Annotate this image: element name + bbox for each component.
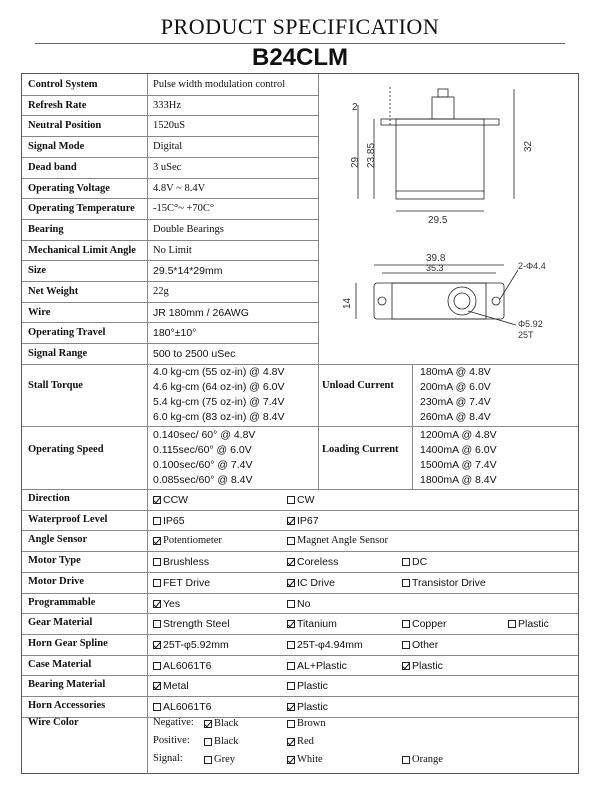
choice-label: Brown (297, 718, 326, 729)
choice-label: Other (412, 638, 439, 651)
divider (22, 572, 578, 573)
option-label: Waterproof Level (28, 513, 108, 525)
option-choice[interactable] (402, 618, 446, 630)
checkbox-icon[interactable] (153, 517, 161, 525)
output-gear-outline (448, 287, 476, 315)
option-label: Case Material (28, 658, 92, 670)
checkbox-icon[interactable] (287, 720, 295, 728)
loading-current-value: 1800mA @ 8.4V (420, 474, 497, 486)
option-choice[interactable] (153, 535, 222, 546)
option-label: Bearing Material (28, 679, 106, 691)
checkbox-icon[interactable] (402, 641, 410, 649)
option-label: Programmable (28, 596, 96, 608)
option-choice[interactable] (287, 515, 319, 527)
unload-current-label: Unload Current (322, 380, 394, 391)
spec-value: -15C°~ +70C° (153, 203, 215, 215)
choice-label: Black (214, 736, 239, 747)
option-choice[interactable] (153, 577, 210, 589)
option-choice[interactable] (402, 639, 438, 651)
choice-label: AL6061T6 (163, 659, 212, 672)
choice-label: Orange (412, 754, 443, 765)
checked-checkbox-icon[interactable] (287, 558, 295, 566)
checked-checkbox-icon[interactable] (204, 720, 212, 728)
spec-label: Signal Range (28, 348, 88, 360)
dim-label: 23.85 (366, 142, 377, 168)
mount-hole (378, 297, 386, 305)
checkbox-icon[interactable] (153, 579, 161, 587)
option-choice[interactable] (153, 494, 188, 506)
spec-value: 180°±10° (153, 327, 197, 340)
operating-speed-value: 0.115sec/60° @ 6.0V (153, 444, 252, 456)
choice-label: Plastic (297, 680, 328, 693)
checkbox-icon[interactable] (402, 756, 410, 764)
spec-label: Dead band (28, 161, 77, 173)
choice-label: Copper (412, 618, 447, 631)
spec-label: Neutral Position (28, 120, 102, 132)
spec-label: Control System (28, 79, 98, 90)
choice-label: 25T-φ4.94mm (297, 638, 363, 651)
divider (22, 136, 318, 137)
checkbox-icon[interactable] (287, 496, 295, 504)
spec-label: Net Weight (28, 286, 79, 297)
checked-checkbox-icon[interactable] (287, 517, 295, 525)
choice-label: No (297, 597, 311, 610)
spec-value: 4.8V ~ 8.4V (153, 182, 206, 194)
divider (22, 219, 318, 220)
choice-label: Plastic (518, 618, 549, 631)
servo-case-outline (396, 119, 484, 199)
choice-label: Potentiometer (163, 535, 222, 547)
choice-label: Grey (214, 754, 235, 765)
choice-label: IP67 (297, 514, 319, 527)
spec-label: Operating Travel (28, 327, 106, 339)
divider (22, 364, 578, 365)
choice-label: Coreless (297, 556, 339, 569)
spec-value: Pulse width modulation control (153, 79, 286, 90)
unload-current-value: 230mA @ 7.4V (420, 396, 491, 408)
spec-label: Operating Voltage (28, 182, 110, 194)
dim-label: 35.3 (426, 263, 444, 273)
option-choice[interactable] (153, 680, 189, 692)
checked-checkbox-icon[interactable] (402, 662, 410, 670)
wire-choice[interactable] (204, 718, 239, 729)
option-choice[interactable] (287, 556, 338, 568)
spec-label: Mechanical Limit Angle (28, 244, 136, 256)
option-choice[interactable] (153, 598, 180, 610)
stall-torque-label: Stall Torque (28, 380, 83, 391)
divider (22, 281, 318, 282)
divider (22, 634, 578, 635)
divider (22, 426, 578, 427)
option-choice[interactable] (153, 618, 230, 630)
option-choice[interactable] (287, 701, 328, 713)
spec-value: 500 to 2500 uSec (153, 348, 236, 361)
checkbox-icon[interactable] (508, 620, 516, 628)
checkbox-icon[interactable] (402, 579, 410, 587)
choice-label: CW (297, 494, 315, 506)
divider (22, 240, 318, 241)
divider (22, 593, 578, 594)
checked-checkbox-icon[interactable] (153, 537, 161, 545)
spec-value: JR 180mm / 26AWG (153, 306, 249, 319)
divider (22, 198, 318, 199)
top-view-body-outline (392, 283, 486, 319)
choice-label: Titanium (297, 618, 337, 631)
option-label: Gear Material (28, 617, 93, 629)
choice-label: Yes (163, 597, 181, 610)
choice-label: IC Drive (297, 576, 335, 589)
option-label: Horn Gear Spline (28, 637, 108, 649)
option-choice[interactable] (287, 680, 328, 692)
spec-value: 1520uS (153, 120, 186, 132)
divider (22, 613, 578, 614)
operating-speed-value: 0.140sec/ 60° @ 4.8V (153, 429, 256, 441)
choice-label: 25T-φ5.92mm (163, 638, 229, 651)
spec-label: Bearing (28, 223, 64, 235)
checkbox-icon[interactable] (287, 600, 295, 608)
choice-label: DC (412, 556, 428, 569)
checkbox-icon[interactable] (153, 558, 161, 566)
choice-label: Brushless (163, 556, 210, 569)
divider (22, 530, 578, 531)
unload-current-value: 200mA @ 6.0V (420, 381, 491, 393)
operating-speed-value: 0.100sec/60° @ 7.4V (153, 459, 253, 471)
spec-label: Operating Temperature (28, 203, 135, 215)
option-choice[interactable] (287, 494, 315, 506)
spec-value: Double Bearings (153, 223, 224, 235)
wire-choice[interactable] (287, 754, 323, 765)
checkbox-icon[interactable] (402, 558, 410, 566)
checkbox-icon[interactable] (153, 620, 161, 628)
divider (22, 696, 578, 697)
option-choice[interactable] (287, 618, 337, 630)
option-label: Angle Sensor (28, 534, 88, 546)
choice-label: Magnet Angle Sensor (297, 535, 388, 547)
option-choice[interactable] (402, 660, 443, 672)
unload-current-value: 260mA @ 8.4V (420, 411, 491, 423)
checkbox-icon[interactable] (204, 756, 212, 764)
choice-label: Black (214, 718, 239, 729)
operating-speed-label: Operating Speed (28, 444, 104, 455)
divider (22, 655, 578, 656)
option-label: Horn Accessories (28, 700, 106, 711)
wire-choice[interactable] (402, 754, 443, 765)
divider (22, 178, 318, 179)
checked-checkbox-icon[interactable] (153, 641, 161, 649)
checkbox-icon[interactable] (153, 703, 161, 711)
checkbox-icon[interactable] (287, 682, 295, 690)
divider (22, 322, 318, 323)
loading-current-label: Loading Current (322, 444, 399, 455)
spec-value: 22g (153, 286, 169, 297)
stall-torque-value: 6.0 kg-cm (83 oz-in) @ 8.4V (153, 411, 285, 423)
model-name: B24CLM (251, 44, 348, 71)
wire-choice[interactable] (287, 736, 314, 747)
option-choice[interactable] (287, 660, 347, 672)
checkbox-icon[interactable] (287, 641, 295, 649)
option-choice[interactable] (508, 618, 549, 630)
wire-choice[interactable] (204, 754, 235, 765)
spline-outline (454, 293, 470, 309)
spec-value: 3 uSec (153, 161, 182, 173)
option-label: Direction (28, 493, 70, 504)
spec-label: Signal Mode (28, 141, 85, 153)
divider (22, 343, 318, 344)
checked-checkbox-icon[interactable] (153, 496, 161, 504)
option-label: Motor Type (28, 555, 81, 567)
wire-choice[interactable] (204, 736, 239, 747)
dim-label: 32 (523, 140, 534, 152)
checked-checkbox-icon[interactable] (153, 682, 161, 690)
dim-label: 2-Φ4.4 (518, 261, 546, 271)
dim-label: 29.5 (428, 215, 448, 226)
checked-checkbox-icon[interactable] (287, 703, 295, 711)
option-choice[interactable] (153, 556, 209, 568)
wire-choice[interactable] (287, 718, 326, 729)
divider (22, 157, 318, 158)
option-choice[interactable] (153, 660, 211, 672)
loading-current-value: 1400mA @ 6.0V (420, 444, 497, 456)
checkbox-icon[interactable] (153, 662, 161, 670)
option-choice[interactable] (153, 515, 185, 527)
divider (22, 302, 318, 303)
option-choice[interactable] (153, 701, 211, 713)
mounting-flange-outline (381, 119, 499, 125)
loading-current-value: 1200mA @ 4.8V (420, 429, 497, 441)
checked-checkbox-icon[interactable] (287, 738, 295, 746)
checked-checkbox-icon[interactable] (153, 600, 161, 608)
option-choice[interactable] (287, 639, 363, 651)
mount-hole (492, 297, 500, 305)
stall-torque-value: 5.4 kg-cm (75 oz-in) @ 7.4V (153, 396, 285, 408)
checkbox-icon[interactable] (287, 662, 295, 670)
divider (22, 115, 318, 116)
option-choice[interactable] (287, 598, 310, 610)
option-label: Motor Drive (28, 575, 85, 587)
choice-label: IP65 (163, 514, 185, 527)
choice-label: Transistor Drive (412, 576, 486, 589)
choice-label: Plastic (412, 659, 443, 672)
divider (22, 675, 578, 676)
dim-label: 25T (518, 330, 534, 340)
divider (22, 551, 578, 552)
option-choice[interactable] (287, 535, 388, 546)
option-choice[interactable] (402, 556, 427, 568)
choice-label: CCW (163, 494, 189, 506)
wire-color-label: Wire Color (28, 717, 79, 728)
stall-torque-value: 4.0 kg-cm (55 oz-in) @ 4.8V (153, 366, 285, 378)
output-spline-outline (432, 97, 454, 119)
dim-label: 14 (342, 297, 353, 309)
choice-label: AL+Plastic (297, 659, 347, 672)
spec-label: Wire (28, 306, 51, 318)
spec-value: 29.5*14*29mm (153, 265, 223, 278)
checked-checkbox-icon[interactable] (287, 756, 295, 764)
spec-value: No Limit (153, 244, 192, 256)
wire-name: Positive: (153, 735, 190, 746)
dim-label: 2 (352, 102, 358, 113)
loading-current-value: 1500mA @ 7.4V (420, 459, 497, 471)
checkbox-icon[interactable] (402, 620, 410, 628)
checkbox-icon[interactable] (204, 738, 212, 746)
choice-label: Plastic (297, 701, 328, 713)
servo-dimension-drawing (318, 75, 576, 360)
spec-value: 333Hz (153, 99, 181, 111)
spec-label: Size (28, 265, 47, 277)
divider (22, 95, 318, 96)
dim-label: 39.8 (426, 253, 446, 264)
choice-label: Strength Steel (163, 618, 230, 631)
horn-outline (438, 89, 448, 97)
top-view-outline (374, 283, 504, 319)
spec-label: Refresh Rate (28, 99, 87, 111)
operating-speed-value: 0.085sec/60° @ 8.4V (153, 474, 253, 486)
choice-label: Red (297, 736, 314, 747)
dim-label: Φ5.92 (518, 319, 543, 329)
choice-label: Metal (163, 680, 189, 693)
wire-name: Negative: (153, 717, 194, 728)
wire-name: Signal: (153, 753, 183, 764)
checked-checkbox-icon[interactable] (287, 579, 295, 587)
divider (22, 260, 318, 261)
choice-label: AL6061T6 (163, 701, 212, 713)
stall-torque-value: 4.6 kg-cm (64 oz-in) @ 6.0V (153, 381, 285, 393)
option-choice[interactable] (402, 577, 486, 589)
unload-current-value: 180mA @ 4.8V (420, 366, 491, 378)
choice-label: White (297, 754, 323, 765)
divider (22, 489, 578, 490)
divider (22, 510, 578, 511)
leader-line (500, 270, 518, 299)
leader-line (468, 311, 516, 325)
spec-value: Digital (153, 141, 183, 153)
choice-label: FET Drive (163, 576, 211, 589)
dim-label: 29 (350, 156, 361, 168)
option-choice[interactable] (153, 639, 229, 651)
option-choice[interactable] (287, 577, 335, 589)
document-title: PRODUCT SPECIFICATION (160, 14, 440, 39)
checked-checkbox-icon[interactable] (287, 620, 295, 628)
checkbox-icon[interactable] (287, 537, 295, 545)
